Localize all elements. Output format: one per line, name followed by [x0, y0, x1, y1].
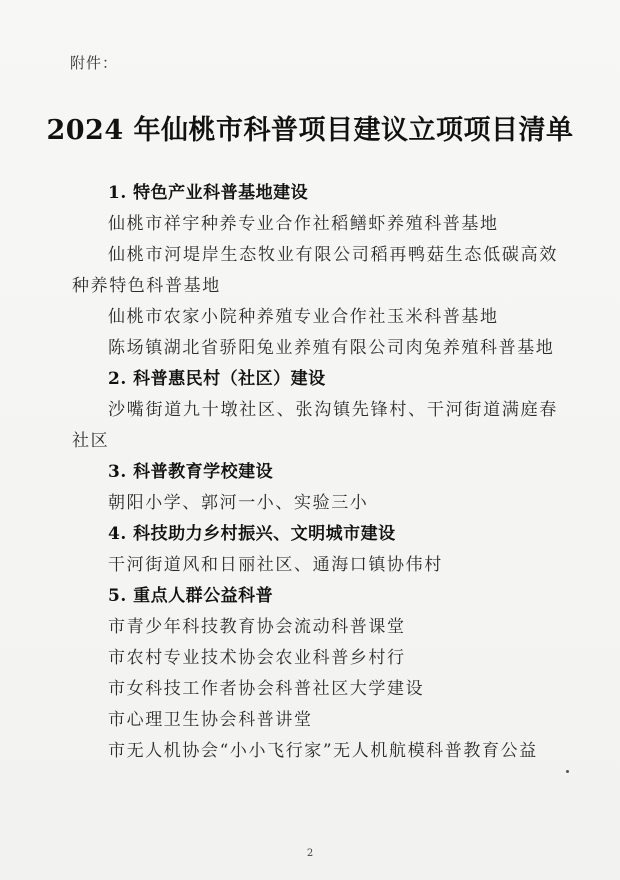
list-item: 仙桃市农家小院种养殖专业合作社玉米科普基地 [108, 307, 499, 327]
section-heading: 2. 科普惠民村（社区）建设 [108, 369, 326, 389]
list-item: 市女科技工作者协会科普社区大学建设 [108, 679, 425, 699]
list-item: 市青少年科技教育协会流动科普课堂 [108, 617, 406, 637]
list-item: 陈场镇湖北省骄阳兔业养殖有限公司肉兔养殖科普基地 [108, 338, 555, 358]
list-item: 干河街道风和日丽社区、通海口镇协伟村 [108, 555, 443, 575]
section-heading: 3. 科普教育学校建设 [108, 462, 274, 482]
list-item: 仙桃市祥宇种养专业合作社稻鳝虾养殖科普基地 [108, 214, 499, 234]
scan-speck [566, 770, 569, 773]
page-number: 2 [306, 848, 314, 859]
list-item: 市心理卫生协会科普讲堂 [108, 710, 313, 730]
list-item: 沙嘴街道九十墩社区、张沟镇先锋村、干河街道满庭春社区 [72, 400, 558, 451]
section-heading: 5. 重点人群公益科普 [108, 586, 274, 606]
document-title: 2024 年仙桃市科普项目建议立项项目清单 [46, 115, 574, 146]
list-item: 仙桃市河堤岸生态牧业有限公司稻再鸭菇生态低碳高效种养特色科普基地 [72, 245, 558, 296]
list-item: 市农村专业技术协会农业科普乡村行 [108, 648, 406, 668]
list-item: 朝阳小学、郭河一小、实验三小 [108, 493, 369, 513]
list-item: 市无人机协会“小小飞行家”无人机航模科普教育公益 [108, 741, 538, 761]
section-heading: 4. 科技助力乡村振兴、文明城市建设 [108, 524, 396, 544]
section-heading: 1. 特色产业科普基地建设 [108, 183, 309, 203]
attachment-label: 附件： [70, 54, 119, 72]
project-list [72, 178, 558, 767]
